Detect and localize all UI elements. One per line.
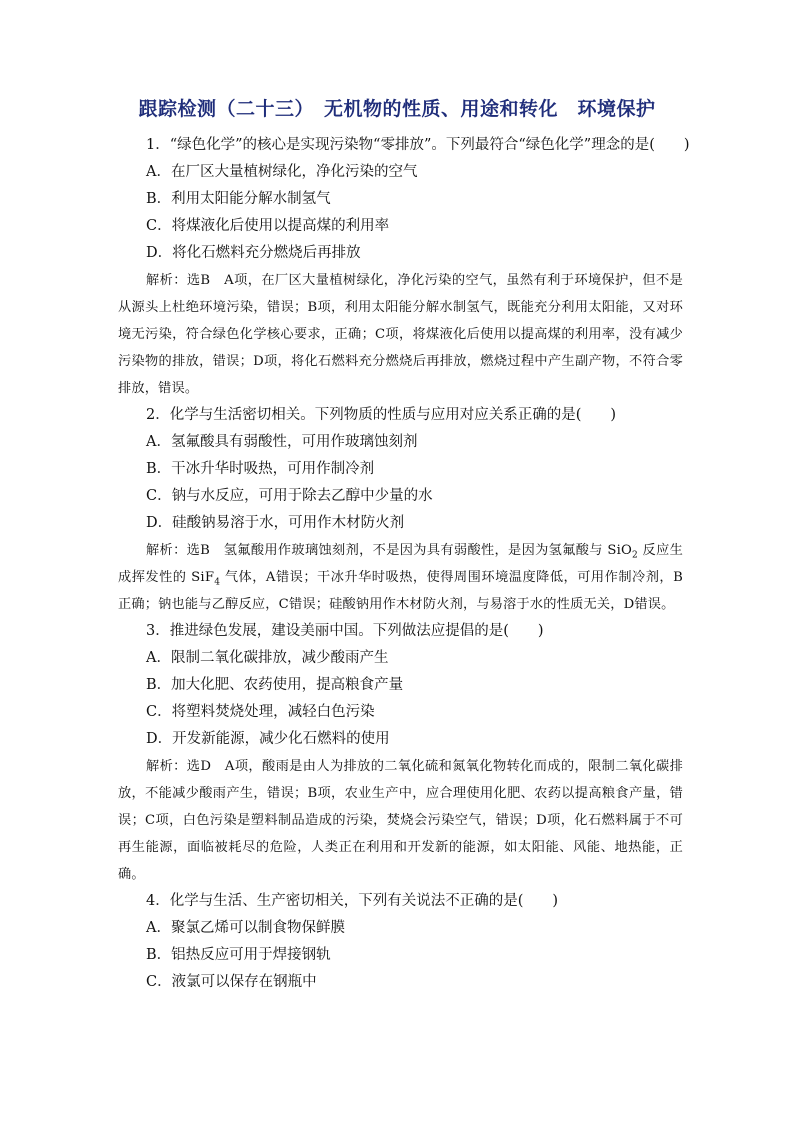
question-1: [118, 132, 690, 402]
question-stem: 4．化学与生活、生产密切相关，下列有关说法不正确的是( ): [146, 893, 559, 909]
document-body: [118, 132, 690, 996]
option-c: C．将煤液化后使用以提高煤的利用率: [146, 218, 390, 234]
page-title: 跟踪检测（二十三） 无机物的性质、用途和转化 环境保护: [138, 98, 656, 120]
question-stem: 2．化学与生活密切相关。下列物质的性质与应用对应关系正确的是( ): [146, 407, 617, 423]
option-b: B．加大化肥、农药使用，提高粮食产量: [146, 677, 404, 693]
question-stem: 3．推进绿色发展，建设美丽中国。下列做法应提倡的是( ): [146, 623, 544, 639]
question-stem: 1．“绿色化学”的核心是实现污染物“零排放”。下列最符合“绿色化学”理念的是( ): [146, 137, 690, 153]
option-d: D．将化石燃料充分燃烧后再排放: [146, 245, 361, 261]
question-2: [118, 402, 683, 618]
analysis: 解析：选D A项，酸雨是由人为排放的二氧化硫和氮氧化物转化而成的，限制二氧化碳排放，不能减少酸雨产生，错误；B项，农业生产中，应合理使用化肥、农药以提高粮食产量，错误；C项，白色污染是塑料制品造成的污染，焚烧会污染空气，错误；D项，化石燃料属于不可再生能源，面临被耗尽的危险，人类正在利用和开发新的能源，如太阳能、风能、地热能，正确。: [118, 759, 683, 882]
analysis-text-1: 解析：选B 氢氟酸用作玻璃蚀刻剂，不是因为具有弱酸性，是因为氢氟酸与 SiO: [146, 543, 633, 558]
question-4: [118, 888, 683, 996]
analysis-text-3: 气体，A错误；干冰升华时吸热，使得周围环境温度降低，可用作制冷剂，B正确；钠也能与乙醇反应，C错误；硅酸钠用作木材防火剂，与易溶于水的性质无关，D错误。: [118, 570, 683, 612]
option-c: C．液氯可以保存在钢瓶中: [146, 974, 317, 990]
analysis-text-2: 反应生成挥发性的 SiF: [118, 543, 683, 585]
option-a: A．限制二氧化碳排放，减少酸雨产生: [146, 650, 389, 666]
subscript-4: 4: [214, 577, 221, 588]
option-c: C．钠与水反应，可用于除去乙醇中少量的水: [146, 488, 433, 504]
option-d: D．开发新能源，减少化石燃料的使用: [146, 731, 390, 747]
option-a: A．聚氯乙烯可以制食物保鲜膜: [146, 920, 345, 936]
subscript-2: 2: [632, 550, 638, 561]
option-a: A．氢氟酸具有弱酸性，可用作玻璃蚀刻剂: [146, 434, 418, 450]
option-b: B．铝热反应可用于焊接钢轨: [146, 947, 331, 963]
option-b: B．利用太阳能分解水制氢气: [146, 191, 331, 207]
question-3: [118, 618, 683, 888]
option-b: B．干冰升华时吸热，可用作制冷剂: [146, 461, 375, 477]
option-a: A．在厂区大量植树绿化，净化污染的空气: [146, 164, 418, 180]
analysis: 解析：选B A项，在厂区大量植树绿化，净化污染的空气，虽然有利于环境保护，但不是从源头上杜绝环境污染，错误；B项，利用太阳能分解水制氢气，既能充分利用太阳能，又对环境无污染，符合绿色化学核心要求，正确；C项，将煤液化后使用以提高煤的利用率，没有减少污染物的排放，错误；D项，将化石燃料充分燃烧后再排放，燃烧过程中产生副产物，不符合零排放，错误。: [118, 273, 683, 396]
option-d: D．硅酸钠易溶于水，可用作木材防火剂: [146, 515, 405, 531]
option-c: C．将塑料焚烧处理，减轻白色污染: [146, 704, 375, 720]
analysis: [118, 537, 683, 618]
